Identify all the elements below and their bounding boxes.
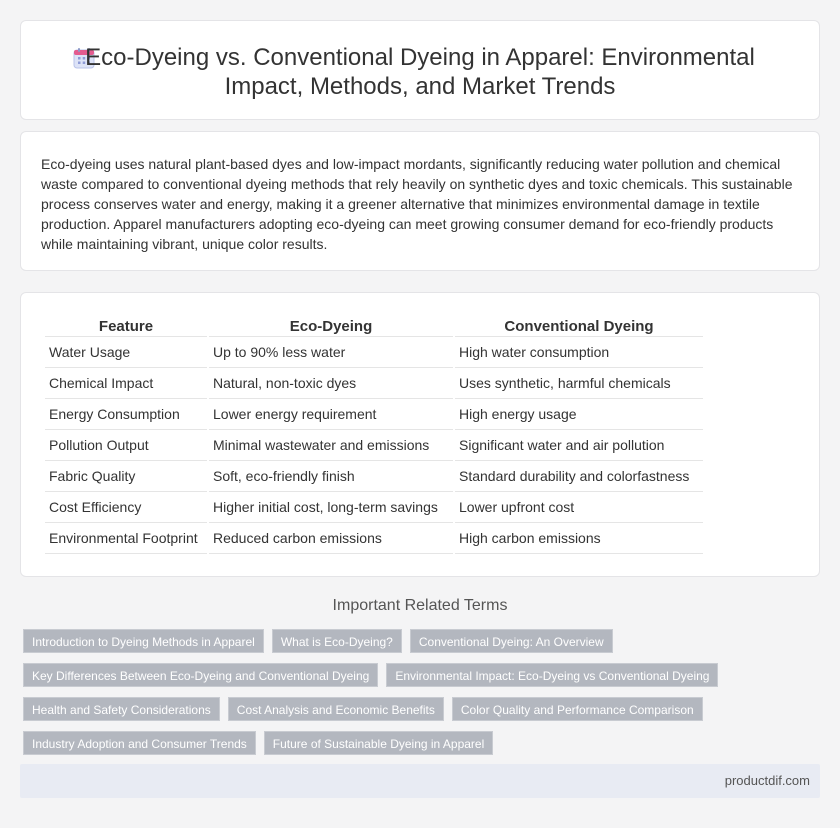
intro-paragraph: Eco-dyeing uses natural plant-based dyes and low-impact mordants, significantly reducing water pollution and chemical waste compared to conventional dyeing methods that rely heavily on synthetic dyes and toxic chemicals. This sustainable process conserves water and energy, making it a greener alternative that minimizes environmental damage in textile production. Apparel manufacturers adopting eco-dyeing can meet growing consumer demand for eco-friendly products while maintaining vibrant, unique color results. [41,156,793,252]
cell-feature: Pollution Output [45,430,207,461]
cell-eco: Reduced carbon emissions [209,523,453,554]
table-row [45,430,703,461]
cell-eco: Lower energy requirement [209,399,453,430]
related-terms-title: Important Related Terms [332,597,508,614]
cell-feature: Fabric Quality [45,461,207,492]
page-title: Eco-Dyeing vs. Conventional Dyeing in Apparel: Environmental Impact, Methods, and Market Trends [85,44,755,100]
cell-conventional: High carbon emissions [455,523,703,554]
related-term-link[interactable]: Future of Sustainable Dyeing in Apparel [264,731,493,755]
table-row [45,492,703,523]
cell-feature: Energy Consumption [45,399,207,430]
cell-conventional: Uses synthetic, harmful chemicals [455,368,703,399]
table-row [45,337,703,368]
footer-site-link[interactable]: productdif.com [724,773,810,788]
cell-eco: Natural, non-toxic dyes [209,368,453,399]
cell-eco: Higher initial cost, long-term savings [209,492,453,523]
header-feature: Feature [45,315,207,337]
table-header-row [45,315,703,337]
related-term-link[interactable]: Industry Adoption and Consumer Trends [23,731,256,755]
cell-conventional: High energy usage [455,399,703,430]
comparison-table [43,315,705,554]
cell-eco: Up to 90% less water [209,337,453,368]
table-row [45,368,703,399]
cell-feature: Water Usage [45,337,207,368]
cell-feature: Cost Efficiency [45,492,207,523]
related-term-link[interactable]: Color Quality and Performance Comparison [452,697,703,721]
cell-eco: Minimal wastewater and emissions [209,430,453,461]
cell-feature: Environmental Footprint [45,523,207,554]
header-conventional-dyeing: Conventional Dyeing [455,315,703,337]
cell-conventional: High water consumption [455,337,703,368]
cell-eco: Soft, eco-friendly finish [209,461,453,492]
cell-conventional: Lower upfront cost [455,492,703,523]
table-row [45,523,703,554]
related-terms-list [23,629,813,755]
related-term-link[interactable]: What is Eco-Dyeing? [272,629,402,653]
footer [20,764,820,798]
cell-conventional: Significant water and air pollution [455,430,703,461]
cell-feature: Chemical Impact [45,368,207,399]
comparison-card [20,292,820,577]
related-term-link[interactable]: Key Differences Between Eco-Dyeing and Conventional Dyeing [23,663,378,687]
intro-card [20,131,820,271]
table-row [45,461,703,492]
header-eco-dyeing: Eco-Dyeing [209,315,453,337]
related-term-link[interactable]: Conventional Dyeing: An Overview [410,629,613,653]
related-term-link[interactable]: Cost Analysis and Economic Benefits [228,697,444,721]
header-card [20,20,820,120]
related-term-link[interactable]: Introduction to Dyeing Methods in Apparel [23,629,264,653]
table-row [45,399,703,430]
related-term-link[interactable]: Environmental Impact: Eco-Dyeing vs Conventional Dyeing [386,663,718,687]
related-term-link[interactable]: Health and Safety Considerations [23,697,220,721]
cell-conventional: Standard durability and colorfastness [455,461,703,492]
